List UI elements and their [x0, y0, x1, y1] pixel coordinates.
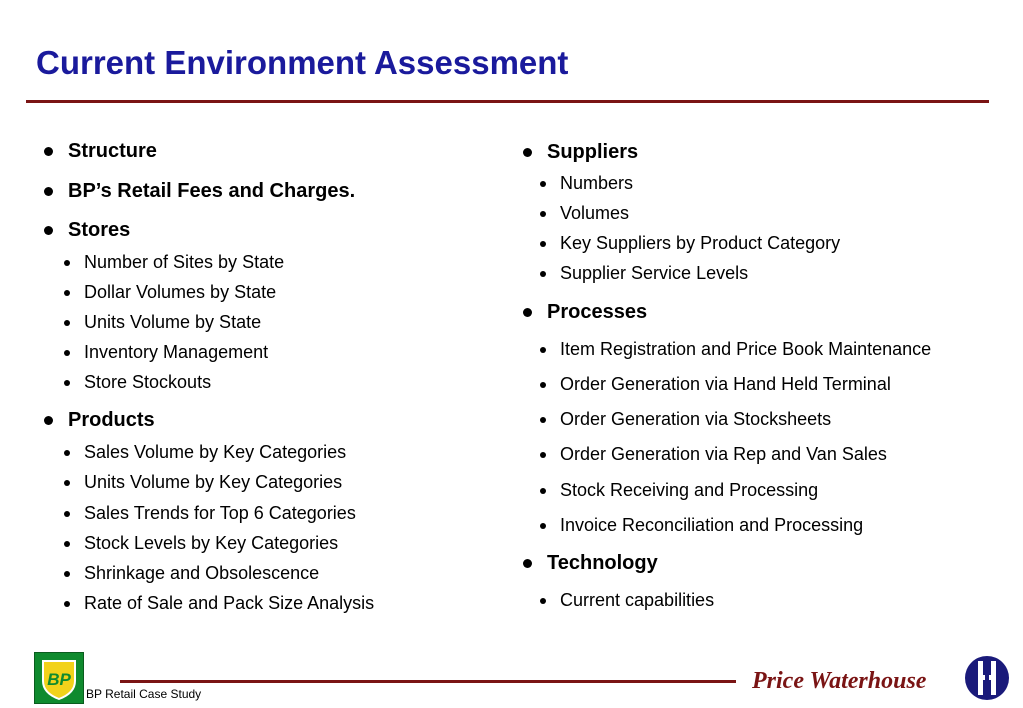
sub-bullet-dot — [64, 541, 70, 547]
sub-bullet-dot — [540, 452, 546, 458]
bullet-dot — [523, 559, 532, 568]
bullet-dot — [44, 187, 53, 196]
sub-bullet-dot — [64, 290, 70, 296]
bullet-dot — [523, 148, 532, 157]
sub-bullet-dot — [64, 350, 70, 356]
bp-shield-icon — [35, 653, 83, 703]
sub-bullet-dot — [540, 382, 546, 388]
sub-bullet-dot — [540, 347, 546, 353]
sub-bullet-dot — [64, 320, 70, 326]
bullet-dot — [523, 308, 532, 317]
title-divider — [26, 100, 989, 103]
sub-bullet-dot — [540, 523, 546, 529]
footer-divider — [120, 680, 736, 683]
bullet-dot — [44, 226, 53, 235]
sub-bullet-dot — [540, 417, 546, 423]
pw-emblem-icon — [964, 655, 1010, 701]
bp-logo — [34, 652, 84, 704]
sub-bullet-dot — [540, 241, 546, 247]
sub-bullet-dot — [540, 211, 546, 217]
sub-bullet-dot — [64, 571, 70, 577]
bp-logo-text: BP — [47, 670, 71, 689]
sub-bullet-dot — [540, 488, 546, 494]
sub-bullet-dot — [64, 511, 70, 517]
bullet-dot — [44, 416, 53, 425]
sub-bullet-dot — [64, 480, 70, 486]
page-title: Current Environment Assessment — [36, 44, 569, 81]
brand-name: Price Waterhouse — [752, 668, 927, 694]
sub-bullet-dot — [540, 181, 546, 187]
bullet-dot — [44, 147, 53, 156]
sub-bullet-dot — [540, 598, 546, 604]
price-waterhouse-logo — [964, 655, 1010, 701]
sub-bullet-dot — [64, 601, 70, 607]
footer-caption: BP Retail Case Study — [86, 687, 202, 701]
sub-bullet-dot — [64, 260, 70, 266]
sub-bullet-dot — [64, 450, 70, 456]
sub-bullet-dot — [64, 380, 70, 386]
sub-bullet-dot — [540, 271, 546, 277]
